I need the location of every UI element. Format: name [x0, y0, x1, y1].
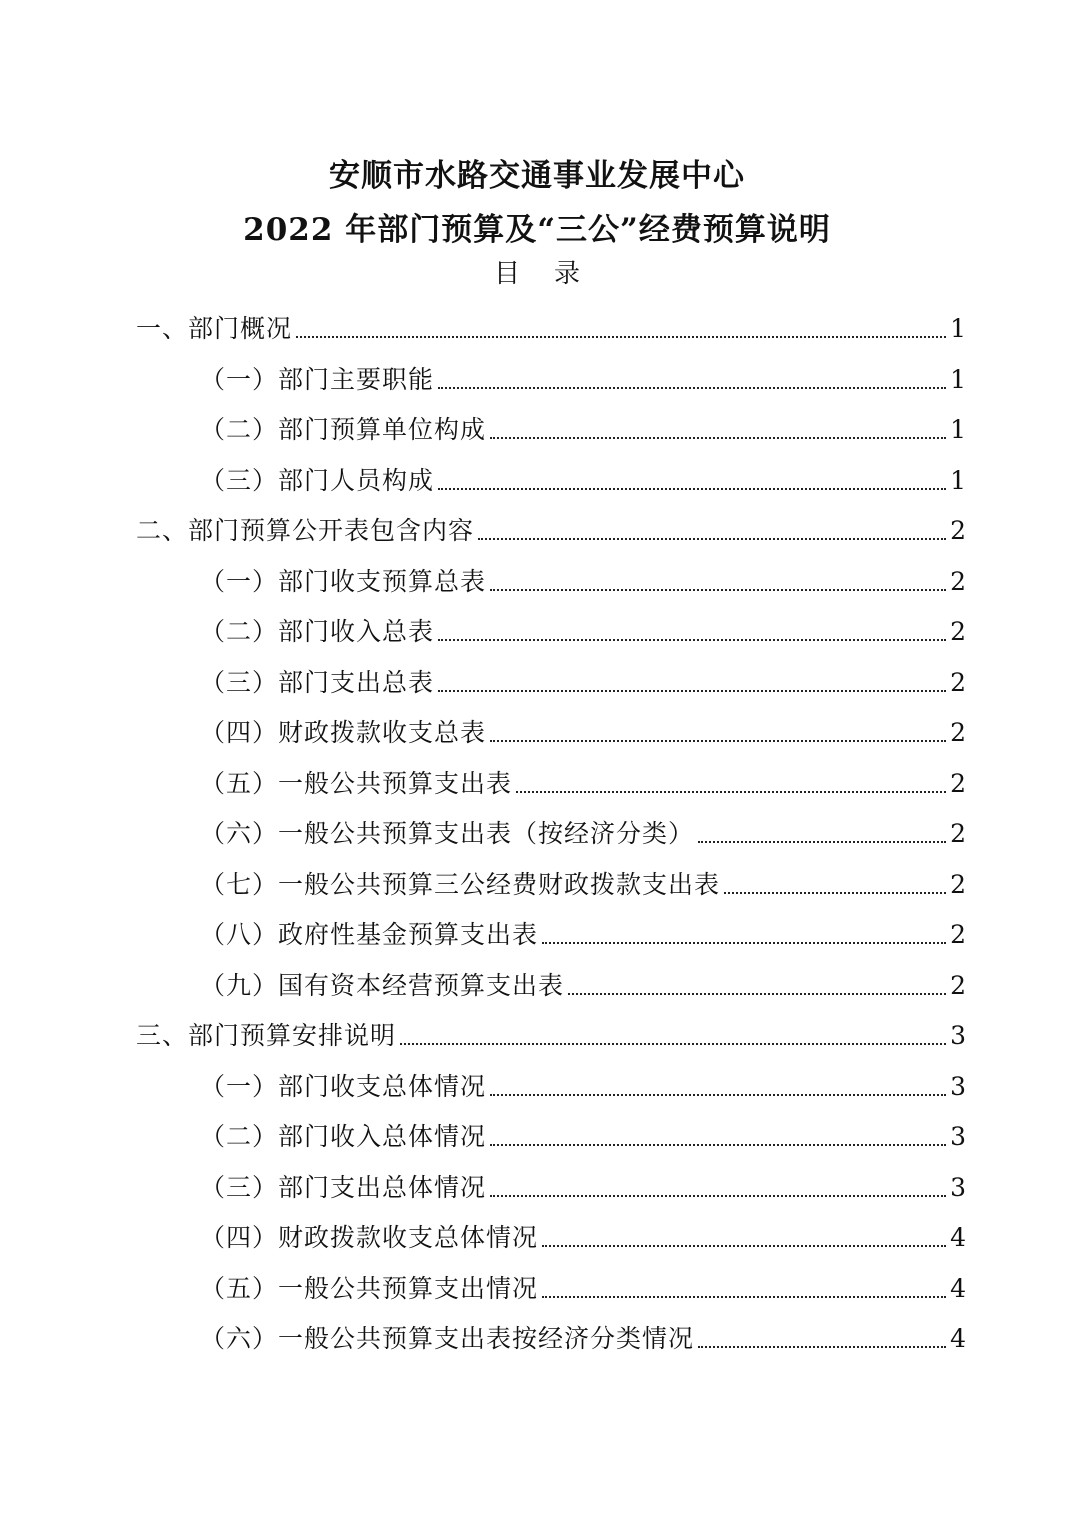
toc-dot-leader [438, 639, 946, 641]
toc-dot-leader [542, 1296, 946, 1298]
toc-entry-page-number: 3 [950, 1172, 966, 1202]
toc-dot-leader [490, 1144, 946, 1146]
toc-entry-label: （三）部门支出总体情况 [200, 1172, 487, 1202]
toc-entry-label: （七）一般公共预算三公经费财政拨款支出表 [200, 869, 721, 899]
toc-entry-label: （六）一般公共预算支出表按经济分类情况 [200, 1324, 695, 1353]
toc-entry[interactable] [200, 609, 966, 649]
document-title-line1: 安顺市水路交通事业发展中心 [329, 158, 745, 194]
toc-entry-page-number: 2 [950, 516, 966, 545]
toc-entry[interactable] [200, 1064, 966, 1104]
toc-entry-page-number: 2 [950, 970, 966, 1000]
toc-dot-leader [438, 690, 946, 692]
toc-dot-leader [490, 740, 946, 742]
toc-dot-leader [438, 387, 946, 389]
toc-dot-leader [542, 1245, 946, 1247]
toc-entry-page-number: 1 [950, 364, 966, 394]
toc-dot-leader [296, 336, 946, 338]
toc-entry-page-number: 2 [950, 920, 966, 949]
toc-entry-label: 三、部门预算安排说明 [136, 1021, 397, 1050]
toc-entry[interactable] [200, 1266, 966, 1306]
toc-entry-page-number: 3 [950, 1021, 966, 1050]
toc-dot-leader [542, 942, 946, 944]
toc-entry[interactable] [200, 862, 966, 902]
toc-dot-leader [698, 1346, 946, 1348]
toc-entry[interactable] [200, 407, 966, 447]
toc-entry[interactable] [200, 963, 966, 1003]
toc-dot-leader [490, 437, 946, 439]
toc-entry[interactable] [200, 1165, 966, 1205]
toc-entry-label: （五）一般公共预算支出表 [200, 768, 513, 798]
toc-entry[interactable] [200, 710, 966, 750]
toc-entry[interactable] [200, 1114, 966, 1154]
toc-dot-leader [490, 1094, 946, 1096]
toc-entry-label: （四）财政拨款收支总体情况 [200, 1223, 539, 1252]
toc-dot-leader [698, 841, 946, 843]
toc-entry-page-number: 2 [950, 718, 966, 747]
toc-entry-page-number: 3 [950, 1071, 966, 1101]
toc-entry-label: （四）财政拨款收支总表 [200, 718, 487, 747]
toc-entry-page-number: 3 [950, 1122, 966, 1151]
toc-entry-page-number: 2 [950, 869, 966, 899]
toc-entry[interactable] [200, 559, 966, 599]
toc-entry[interactable] [136, 306, 966, 346]
toc-entry-label: （二）部门收入总体情况 [200, 1122, 487, 1151]
toc-entry[interactable] [200, 1215, 966, 1255]
toc-entry[interactable] [200, 761, 966, 801]
toc-entry-page-number: 1 [950, 314, 966, 343]
toc-entry-page-number: 2 [950, 768, 966, 798]
toc-dot-leader [490, 589, 946, 591]
toc-dot-leader [478, 538, 946, 540]
toc-entry-page-number: 1 [950, 465, 966, 495]
toc-entry[interactable] [200, 1316, 966, 1356]
toc-dot-leader [516, 791, 946, 793]
toc-dot-leader [568, 993, 946, 995]
toc-entry-label: （二）部门预算单位构成 [200, 415, 487, 444]
toc-dot-leader [438, 488, 946, 490]
toc-entry-page-number: 2 [950, 617, 966, 646]
toc-entry-page-number: 4 [950, 1223, 966, 1252]
document-title-line2: 2022 年部门预算及“三公”经费预算说明 [243, 212, 831, 248]
toc-entry-label: （五）一般公共预算支出情况 [200, 1273, 539, 1303]
toc-entry-page-number: 4 [950, 1324, 966, 1353]
toc-entry-page-number: 4 [950, 1273, 966, 1303]
toc-entry[interactable] [200, 357, 966, 397]
toc-entry-page-number: 2 [950, 819, 966, 848]
toc-entry[interactable] [200, 458, 966, 498]
toc-entry-label: （一）部门收支总体情况 [200, 1071, 487, 1101]
toc-dot-leader [490, 1195, 946, 1197]
toc-entry-page-number: 2 [950, 667, 966, 697]
toc-dot-leader [400, 1043, 946, 1045]
toc-entry-page-number: 1 [950, 415, 966, 444]
toc-entry-label: （一）部门收支预算总表 [200, 566, 487, 596]
toc-entry[interactable] [200, 811, 966, 851]
toc-entry[interactable] [136, 1013, 966, 1053]
toc-dot-leader [724, 892, 946, 894]
toc-entry-label: （二）部门收入总表 [200, 617, 435, 646]
toc-entry-label: （九）国有资本经营预算支出表 [200, 970, 565, 1000]
toc-heading: 目录 [493, 259, 614, 289]
toc-entry-label: （三）部门支出总表 [200, 667, 435, 697]
toc-entry[interactable] [200, 660, 966, 700]
toc-entry[interactable] [200, 912, 966, 952]
toc-entry-label: 一、部门概况 [136, 314, 293, 343]
toc-entry[interactable] [136, 508, 966, 548]
toc-entry-label: （六）一般公共预算支出表（按经济分类） [200, 819, 695, 848]
toc-entry-label: （一）部门主要职能 [200, 364, 435, 394]
toc-entry-page-number: 2 [950, 566, 966, 596]
toc-entry-label: （八）政府性基金预算支出表 [200, 920, 539, 949]
toc-entry-label: 二、部门预算公开表包含内容 [136, 516, 475, 545]
toc-entry-label: （三）部门人员构成 [200, 465, 435, 495]
